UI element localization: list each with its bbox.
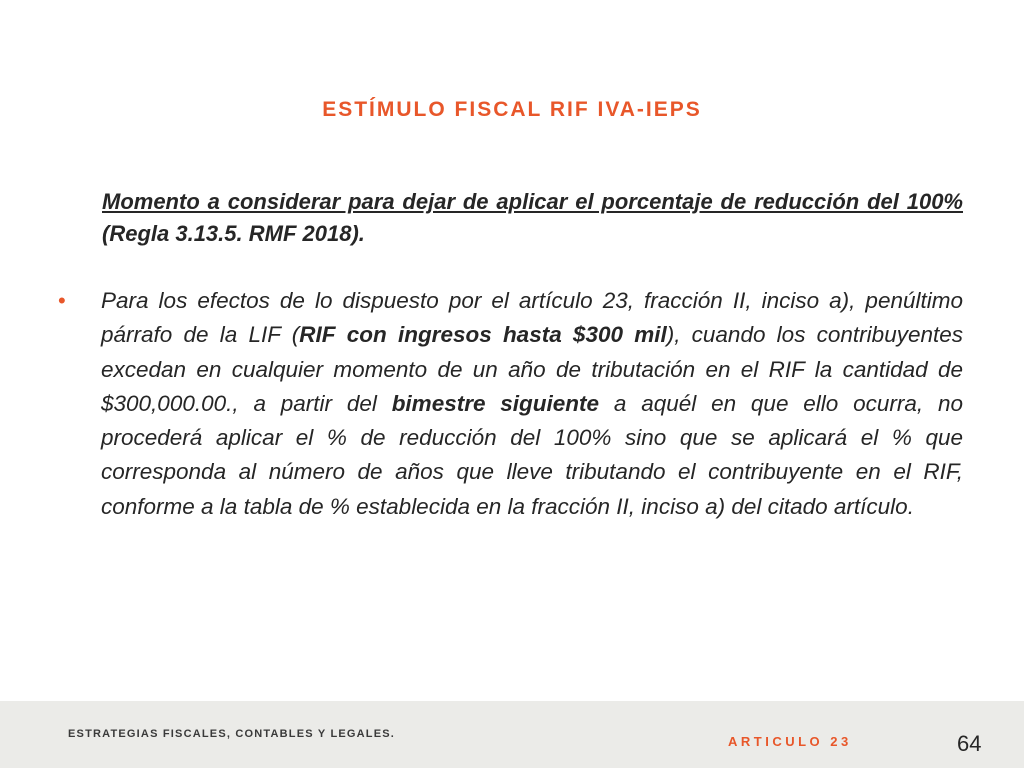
footer-company-name: ESTRATEGIAS FISCALES, CONTABLES Y LEGALES. xyxy=(68,728,396,740)
slide-title: ESTÍMULO FISCAL RIF IVA-IEPS xyxy=(322,98,702,121)
bullet-bold-income-limit: RIF con ingresos hasta $300 mil xyxy=(299,322,667,348)
footer-section-label: ARTICULO 23 xyxy=(728,734,852,749)
bullet-paragraph xyxy=(101,284,963,524)
subheading xyxy=(102,186,963,250)
subheading-underlined: Momento a considerar para dejar de aplicar el porcentaje de reducción del 100% xyxy=(102,189,963,214)
bullet-text-part-2: ), cuando los contribuyentes excedan en cualquier momento de un año de tributación en el RIF la cantidad de $300,000.00., a partir del xyxy=(101,322,963,416)
bullet-text-part-3: a aquél en que ello ocurra, no procederá aplicar el % de reducción del 100% sino que se aplicará el % que corresponda al número de años que lleve tributando el contribuyente en el RIF, conforme a la tabla de % establecida en la fracción II, inciso a) del citado artículo. xyxy=(101,390,963,519)
bullet-text-part-1: Para los efectos de lo dispuesto por el artículo 23, fracción II, inciso a), penúltimo párrafo de la LIF ( xyxy=(101,288,963,348)
subheading-rule-reference: (Regla 3.13.5. RMF 2018). xyxy=(102,221,365,246)
bullet-bold-next-bimester: bimestre siguiente xyxy=(391,390,600,416)
bullet-item xyxy=(58,284,963,524)
page-number: 64 xyxy=(957,731,982,756)
bullet-icon: • xyxy=(58,288,66,313)
footer-bar xyxy=(0,701,1024,768)
